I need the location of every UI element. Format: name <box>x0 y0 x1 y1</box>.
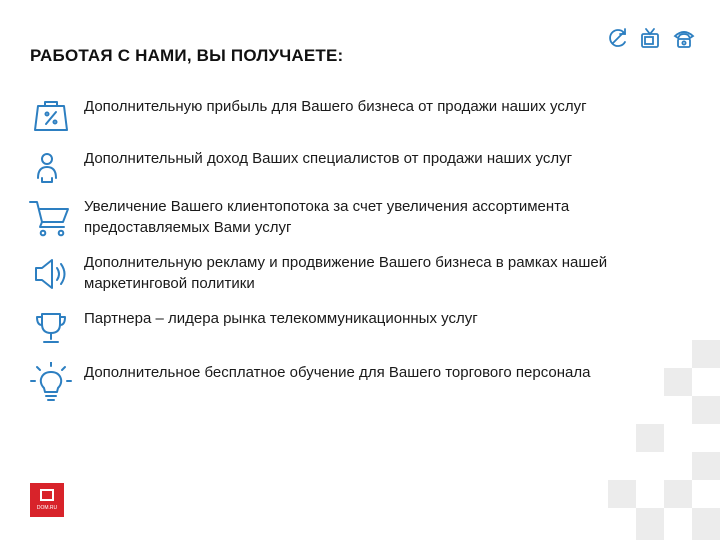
deco-square <box>664 480 692 508</box>
logo-text: DOM.RU <box>36 505 58 511</box>
brand-logo <box>30 483 64 517</box>
benefit-text: Партнера – лидера рынка телекоммуникационных услуг <box>84 310 478 327</box>
pixel-decoration <box>590 340 720 540</box>
page-title: РАБОТАЯ С НАМИ, ВЫ ПОЛУЧАЕТЕ: <box>30 46 344 65</box>
refresh-icon[interactable] <box>606 26 630 50</box>
benefit-text: Дополнительный доход Ваших специалистов от продажи наших услуг <box>84 150 573 167</box>
benefit-text: Дополнительное бесплатное обучение для Вашего торгового персонала <box>84 364 591 381</box>
cart-icon <box>28 196 74 242</box>
benefit-text: Дополнительную рекламу и продвижение Вашего бизнеса в рамках нашей маркетинговой политики <box>84 254 608 292</box>
deco-square <box>608 480 636 508</box>
trophy-icon <box>28 308 74 354</box>
lightbulb-icon <box>28 362 74 408</box>
shopping-bag-percent-icon <box>28 96 74 142</box>
speaker-icon <box>28 252 74 298</box>
deco-square <box>692 452 720 480</box>
deco-square <box>636 508 664 540</box>
deco-square <box>692 340 720 368</box>
deco-square <box>692 396 720 424</box>
benefit-text: Увеличение Вашего клиентопотока за счет увеличения ассортимента предоставляемых Вами услуг <box>84 198 570 236</box>
deco-square <box>664 368 692 396</box>
person-icon <box>28 148 74 194</box>
benefit-text: Дополнительную прибыль для Вашего бизнеса от продажи наших услуг <box>84 98 587 115</box>
deco-square <box>692 508 720 540</box>
deco-square <box>636 424 664 452</box>
header-icons <box>600 26 710 52</box>
tv-icon[interactable] <box>638 26 662 50</box>
phone-icon[interactable] <box>672 26 696 50</box>
logo-mark-icon <box>40 489 54 501</box>
